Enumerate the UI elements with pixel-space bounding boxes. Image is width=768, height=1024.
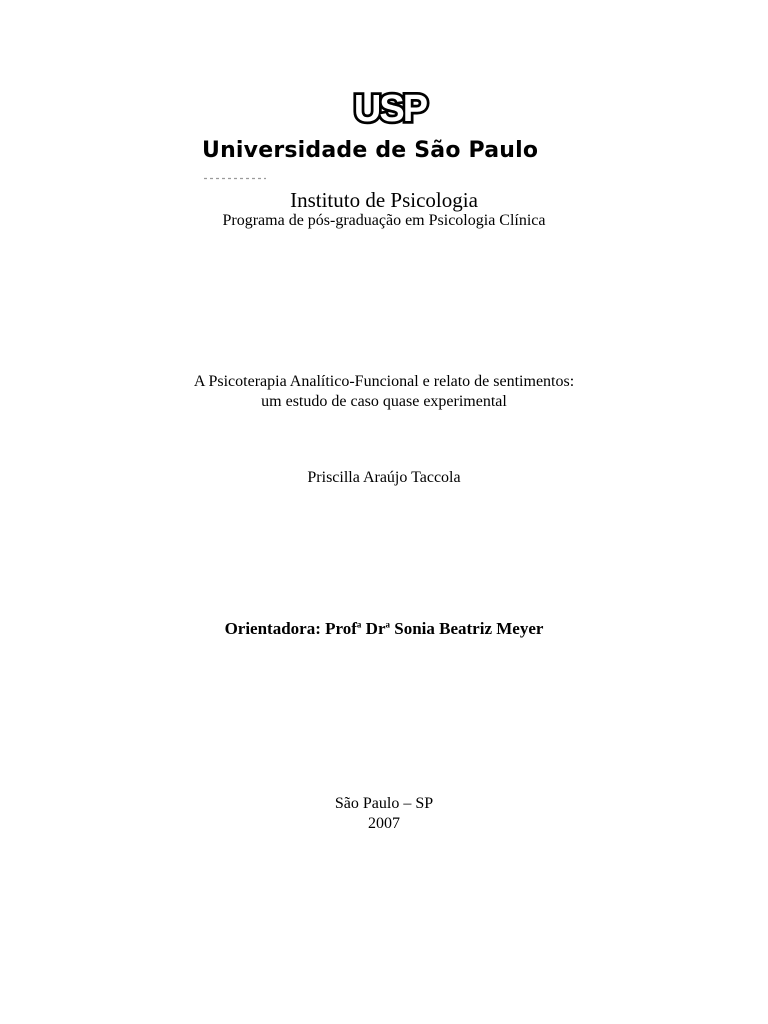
program-name: Programa de pós-graduação em Psicologia Clínica <box>222 212 546 229</box>
publication-year: 2007 <box>368 815 400 832</box>
city-location: São Paulo – SP <box>334 795 434 812</box>
university-logo-block <box>200 84 564 184</box>
logo-decorative-dots <box>204 176 266 181</box>
advisor-superscript-2: a <box>385 619 390 630</box>
thesis-title-line-1: A Psicoterapia Analítico-Funcional e relato de sentimentos: <box>193 373 575 390</box>
university-name: Universidade de São Paulo <box>202 138 539 163</box>
institute-name: Instituto de Psicologia <box>290 188 478 212</box>
author-name: Priscilla Araújo Taccola <box>307 469 461 486</box>
thesis-title-line-2: um estudo de caso quase experimental <box>261 393 507 410</box>
usp-logo-lettering: USP <box>353 90 427 126</box>
advisor-title-mid: Dr <box>361 619 386 638</box>
advisor-line <box>0 619 768 639</box>
advisor-superscript-1: a <box>356 619 362 630</box>
usp-logo <box>348 90 432 126</box>
advisor-label: Orientadora: Prof <box>224 619 357 638</box>
advisor-name: Sonia Beatriz Meyer <box>390 619 544 638</box>
